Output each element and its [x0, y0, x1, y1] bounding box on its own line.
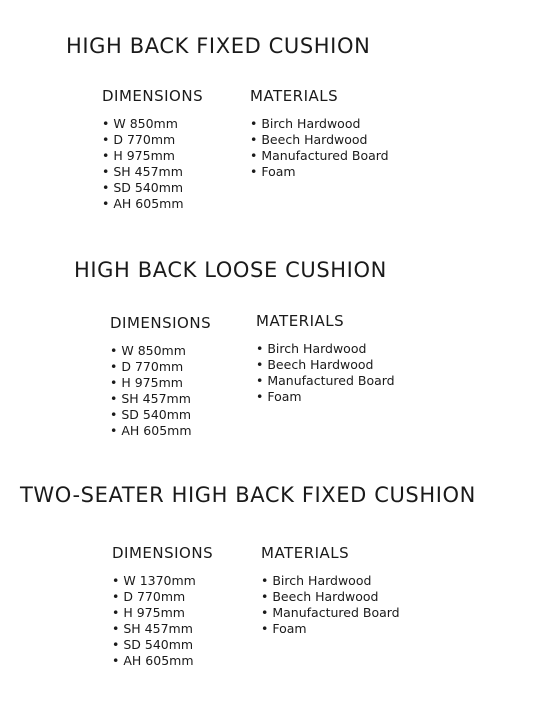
dimension-item: • SD 540mm	[102, 180, 203, 196]
section-title: TWO-SEATER HIGH BACK FIXED CUSHION	[20, 483, 476, 507]
material-item: • Beech Hardwood	[261, 589, 400, 605]
dimension-item: • H 975mm	[110, 375, 211, 391]
dimension-item: • AH 605mm	[102, 196, 203, 212]
dimensions-heading: DIMENSIONS	[102, 87, 204, 105]
dimensions-column	[102, 89, 203, 212]
dimensions-column	[110, 316, 211, 439]
dimension-item: • D 770mm	[112, 589, 213, 605]
dimension-item: • H 975mm	[102, 148, 203, 164]
dimension-item: • AH 605mm	[110, 423, 211, 439]
dimension-item: • D 770mm	[102, 132, 203, 148]
material-item: • Manufactured Board	[250, 148, 389, 164]
dimensions-heading: DIMENSIONS	[112, 544, 214, 562]
dimension-item: • H 975mm	[112, 605, 213, 621]
materials-column	[261, 546, 400, 637]
material-item: • Foam	[256, 389, 395, 405]
dimensions-list	[112, 573, 213, 669]
dimensions-column	[112, 546, 213, 669]
materials-list	[256, 341, 395, 405]
dimensions-list	[102, 116, 203, 212]
dimension-item: • SH 457mm	[102, 164, 203, 180]
section-title: HIGH BACK LOOSE CUSHION	[74, 258, 387, 282]
materials-column	[250, 89, 389, 180]
material-item: • Manufactured Board	[261, 605, 400, 621]
material-item: • Birch Hardwood	[261, 573, 400, 589]
materials-list	[261, 573, 400, 637]
section-title: HIGH BACK FIXED CUSHION	[66, 34, 371, 58]
dimension-item: • SH 457mm	[112, 621, 213, 637]
material-item: • Beech Hardwood	[250, 132, 389, 148]
dimension-item: • SD 540mm	[110, 407, 211, 423]
materials-column	[256, 314, 395, 405]
materials-list	[250, 116, 389, 180]
material-item: • Foam	[250, 164, 389, 180]
dimension-item: • W 850mm	[102, 116, 203, 132]
materials-heading: MATERIALS	[256, 312, 345, 330]
dimensions-list	[110, 343, 211, 439]
materials-heading: MATERIALS	[250, 87, 339, 105]
material-item: • Birch Hardwood	[256, 341, 395, 357]
materials-heading: MATERIALS	[261, 544, 350, 562]
dimension-item: • SH 457mm	[110, 391, 211, 407]
material-item: • Manufactured Board	[256, 373, 395, 389]
dimension-item: • D 770mm	[110, 359, 211, 375]
dimension-item: • SD 540mm	[112, 637, 213, 653]
material-item: • Birch Hardwood	[250, 116, 389, 132]
material-item: • Foam	[261, 621, 400, 637]
material-item: • Beech Hardwood	[256, 357, 395, 373]
dimension-item: • W 850mm	[110, 343, 211, 359]
dimensions-heading: DIMENSIONS	[110, 314, 212, 332]
dimension-item: • W 1370mm	[112, 573, 213, 589]
dimension-item: • AH 605mm	[112, 653, 213, 669]
